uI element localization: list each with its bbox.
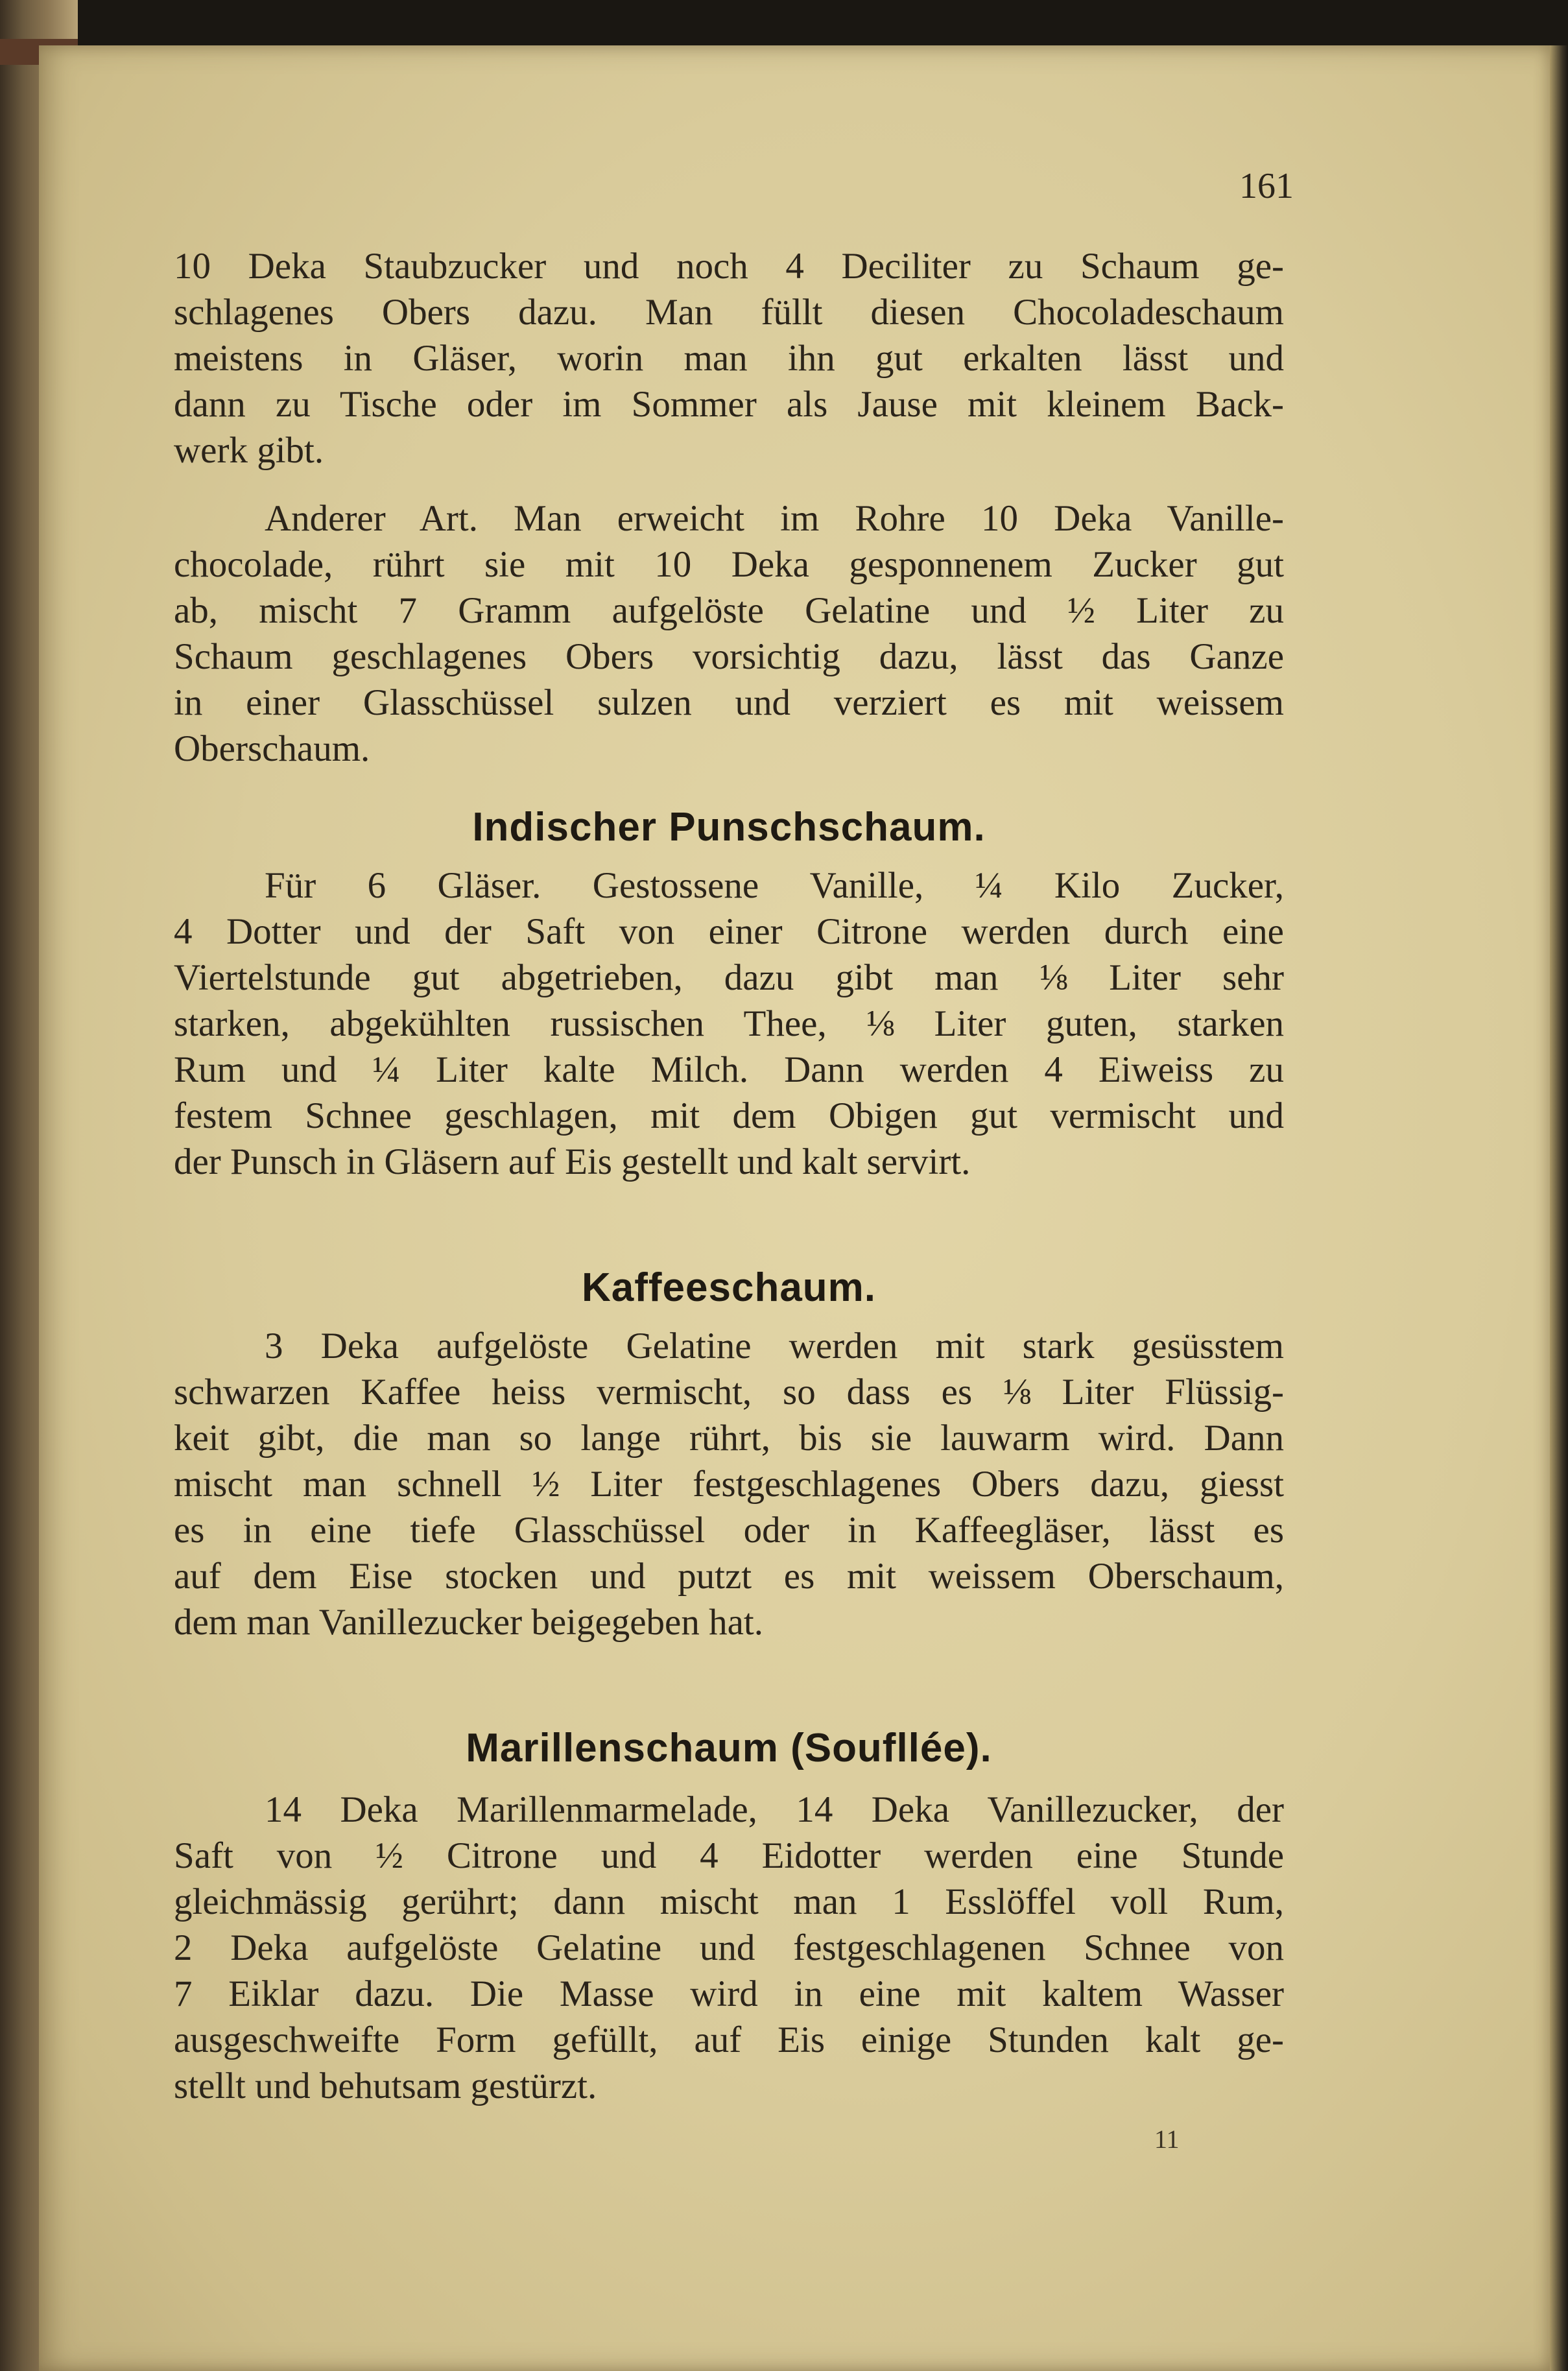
text-line: 4 Dotter und der Saft von einer Citrone werden durch eine xyxy=(174,911,1284,952)
text-line: ab, mischt 7 Gramm aufgelöste Gelatine und ½ Liter zu xyxy=(174,590,1284,631)
text-line: mischt man schnell ½ Liter festgeschlagenes Obers dazu, giesst xyxy=(174,1464,1284,1505)
text-line: schwarzen Kaffee heiss vermischt, so dass es ⅛ Liter Flüssig- xyxy=(174,1372,1284,1412)
text-line: Rum und ¼ Liter kalte Milch. Dann werden 4 Eiweiss zu xyxy=(174,1049,1284,1090)
text-line: der Punsch in Gläsern auf Eis gestellt und kalt servirt. xyxy=(174,1141,971,1182)
text-line: keit gibt, die man so lange rührt, bis sie lauwarm wird. Dann xyxy=(174,1418,1284,1459)
text-line: starken, abgekühlten russischen Thee, ⅛ Liter guten, starken xyxy=(174,1003,1284,1044)
heading-indischer-punschschaum: Indischer Punschschaum. xyxy=(472,805,986,850)
text-line: 10 Deka Staubzucker und noch 4 Deciliter zu Schaum ge- xyxy=(174,246,1284,287)
text-line: ausgeschweifte Form gefüllt, auf Eis einige Stunden kalt ge- xyxy=(174,2020,1284,2060)
text-line: dem man Vanillezucker beigegeben hat. xyxy=(174,1602,763,1643)
paragraph-chocolate-foam-continued xyxy=(174,243,1284,473)
text-line: Anderer Art. Man erweicht im Rohre 10 Deka Vanille- xyxy=(265,498,1284,539)
text-line: 14 Deka Marillenmarmelade, 14 Deka Vanillezucker, der xyxy=(265,1789,1284,1830)
text-line: es in eine tiefe Glasschüssel oder in Kaffeegläser, lässt es xyxy=(174,1510,1284,1551)
page-number: 161 xyxy=(1239,166,1294,206)
text-line: chocolade, rührt sie mit 10 Deka gesponnenem Zucker gut xyxy=(174,544,1284,585)
text-line: meistens in Gläser, worin man ihn gut erkalten lässt und xyxy=(174,338,1284,379)
text-line: stellt und behutsam gestürzt. xyxy=(174,2066,597,2106)
paragraph-marillenschaum xyxy=(174,1787,1284,2109)
text-line: werk gibt. xyxy=(174,430,324,471)
text-line: Für 6 Gläser. Gestossene Vanille, ¼ Kilo Zucker, xyxy=(265,865,1284,906)
text-line: 3 Deka aufgelöste Gelatine werden mit stark gesüsstem xyxy=(265,1326,1284,1366)
text-line: Saft von ½ Citrone und 4 Eidotter werden eine Stunde xyxy=(174,1835,1284,1876)
paragraph-anderer-art xyxy=(174,495,1284,772)
text-line: schlagenes Obers dazu. Man füllt diesen Chocoladeschaum xyxy=(174,292,1284,333)
paragraph-punschschaum xyxy=(174,863,1284,1185)
text-line: auf dem Eise stocken und putzt es mit weissem Oberschaum, xyxy=(174,1556,1284,1597)
signature-mark: 11 xyxy=(1154,2125,1180,2154)
text-line: 2 Deka aufgelöste Gelatine und festgeschlagenen Schnee von xyxy=(174,1927,1284,1968)
text-line: festem Schnee geschlagen, mit dem Obigen gut vermischt und xyxy=(174,1095,1284,1136)
text-line: Schaum geschlagenes Obers vorsichtig dazu, lässt das Ganze xyxy=(174,636,1284,677)
text-line: Oberschaum. xyxy=(174,728,370,769)
text-line: 7 Eiklar dazu. Die Masse wird in eine mit kaltem Wasser xyxy=(174,1973,1284,2014)
text-line: Viertelstunde gut abgetrieben, dazu gibt man ⅛ Liter sehr xyxy=(174,957,1284,998)
heading-marillenschaum: Marillenschaum (Soufllée). xyxy=(466,1726,992,1770)
paragraph-kaffeeschaum xyxy=(174,1323,1284,1645)
text-line: gleichmässig gerührt; dann mischt man 1 Esslöffel voll Rum, xyxy=(174,1881,1284,1922)
text-line: in einer Glasschüssel sulzen und verziert es mit weissem xyxy=(174,682,1284,723)
heading-kaffeeschaum: Kaffeeschaum. xyxy=(581,1265,877,1310)
text-line: dann zu Tische oder im Sommer als Jause mit kleinem Back- xyxy=(174,384,1284,425)
